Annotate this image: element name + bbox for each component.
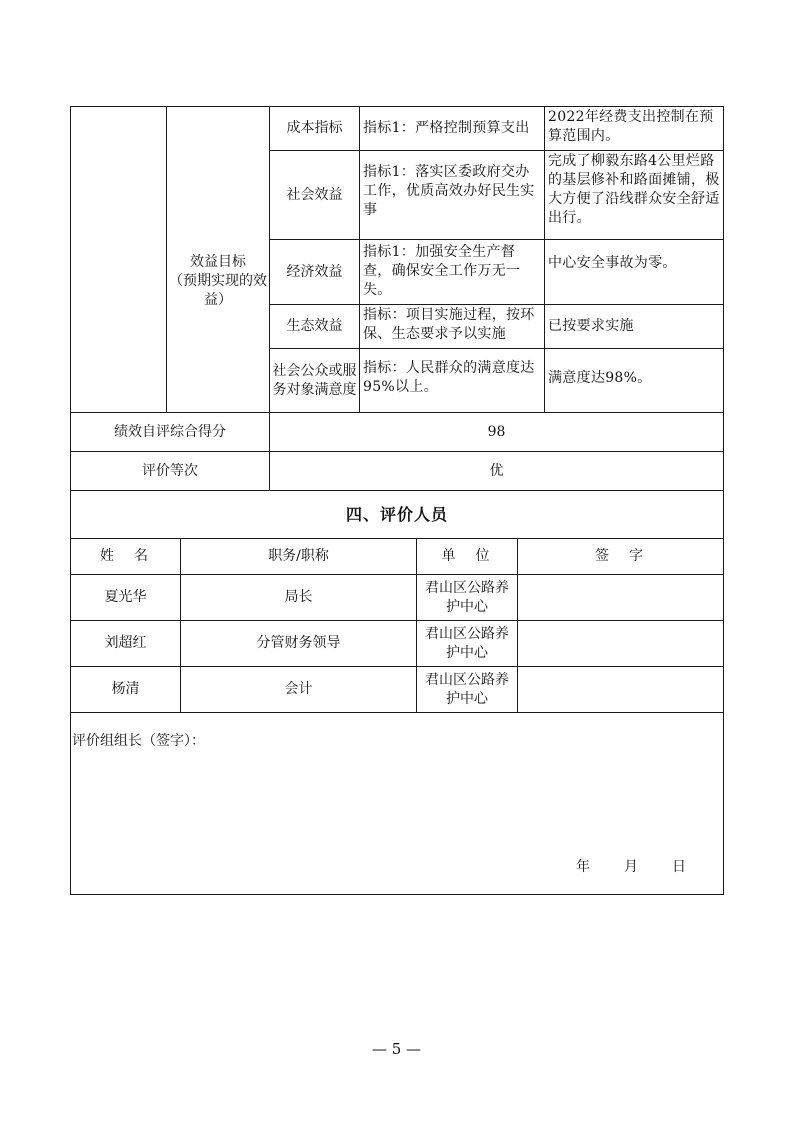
leader-signature-area[interactable] xyxy=(71,760,723,855)
header-unit: 单 位 xyxy=(441,548,493,564)
date-month: 月 xyxy=(624,859,638,875)
benefit-target-title: 效益目标 xyxy=(190,254,246,270)
header-title: 职务/职称 xyxy=(268,548,329,564)
date-day: 日 xyxy=(672,859,686,875)
benefit-indicator: 指标1：落实区委政府交办工作，优质高效办好民生实事 xyxy=(363,164,535,218)
person-signature-box[interactable] xyxy=(518,575,723,620)
cost-category: 成本指标 xyxy=(286,120,343,136)
section-title: 四、评价人员 xyxy=(345,505,448,524)
grade-label: 评价等次 xyxy=(142,462,198,479)
benefit-category: 社会公众或服务对象满意度 xyxy=(272,362,357,398)
benefit-target-subtitle: （预期实现的效益） xyxy=(169,273,267,308)
date-year: 年 xyxy=(576,859,590,875)
leader-signature-label: 评价组组长（签字）： xyxy=(72,733,205,749)
person-title: 局长 xyxy=(284,589,313,605)
benefit-indicator: 指标：人民群众的满意度达95%以上。 xyxy=(363,360,535,395)
cost-result: 2022年经费支出控制在预算范围内。 xyxy=(548,109,714,144)
person-unit: 君山区公路养护中心 xyxy=(425,625,509,661)
person-name: 刘超红 xyxy=(104,635,147,651)
benefit-result: 已按要求实施 xyxy=(548,318,634,334)
rule xyxy=(70,894,723,895)
person-name: 夏光华 xyxy=(104,589,147,605)
benefit-result: 满意度达98%。 xyxy=(548,370,652,386)
cost-indicator: 指标1：严格控制预算支出 xyxy=(363,120,530,136)
person-unit: 君山区公路养护中心 xyxy=(425,579,509,615)
grade-value: 优 xyxy=(489,462,504,479)
rule xyxy=(723,490,724,895)
benefit-target-label xyxy=(167,151,269,412)
person-unit: 君山区公路养护中心 xyxy=(425,671,509,707)
benefit-category: 生态效益 xyxy=(286,318,343,334)
person-title: 分管财务领导 xyxy=(256,635,341,651)
score-value: 98 xyxy=(487,423,506,440)
header-signature: 签 字 xyxy=(595,548,646,564)
rule xyxy=(723,106,724,490)
rule xyxy=(70,712,723,713)
score-label: 绩效自评综合得分 xyxy=(114,423,226,440)
person-signature-box[interactable] xyxy=(518,667,723,712)
benefit-category: 社会效益 xyxy=(286,186,343,203)
benefit-indicator: 指标：项目实施过程，按环保、生态要求予以实施 xyxy=(363,307,535,342)
header-name: 姓 名 xyxy=(100,548,151,564)
benefit-indicator: 指标1：加强安全生产督查，确保安全工作万无一失。 xyxy=(363,244,521,298)
benefit-result: 中心安全事故为零。 xyxy=(548,255,677,271)
page-number: — 5 — xyxy=(371,1040,422,1058)
person-title: 会计 xyxy=(284,681,313,697)
person-name: 杨清 xyxy=(111,681,140,697)
person-signature-box[interactable] xyxy=(518,621,723,666)
benefit-result: 完成了柳毅东路4公里烂路的基层修补和路面摊铺，极大方便了沿线群众安全舒适出行。 xyxy=(548,153,720,226)
benefit-category: 经济效益 xyxy=(286,263,343,280)
